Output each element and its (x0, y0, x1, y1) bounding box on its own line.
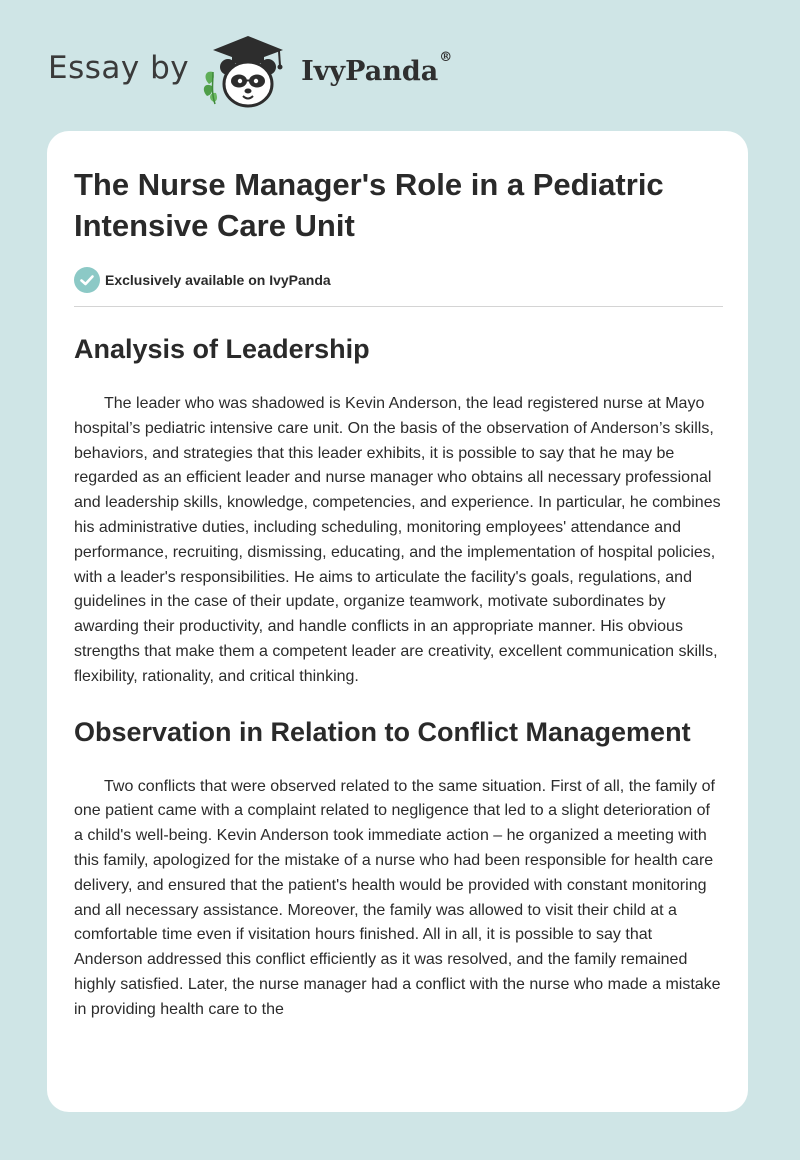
exclusive-badge (74, 267, 723, 293)
section-heading: Observation in Relation to Conflict Management (74, 716, 691, 747)
section-paragraph: The leader who was shadowed is Kevin Anderson, the lead registered nurse at Mayo hospital’s pediatric intensive care unit. On the basis of the observation of Anderson’s skills, behaviors, and strategies that this leader exhibits, it is possible to say that he may be regarded as an efficient leader and nurse manager who obtains all necessary professional and leadership skills, knowledge, competencies, and experience. In particular, he combines his administrative duties, including scheduling, monitoring employees' attendance and performance, recruiting, dismissing, educating, and the implementation of hospital policies, with a leader's responsibilities. He aims to articulate the facility's goals, regulations, and guidelines in the case of their update, organize teamwork, motivate subordinates by awarding their productivity, and handle conflicts in an appropriate manner. His obvious strengths that make them a competent leader are creativity, excellent communication skills, flexibility, rationality, and critical thinking. (74, 395, 721, 685)
exclusive-badge-text: Exclusively available on IvyPanda (105, 272, 331, 288)
section-paragraph: Two conflicts that were observed related to the same situation. First of all, the family of one patient came with a complaint related to negligence that led to a slight deterioration of a child's well-being. Kevin Anderson took immediate action – he organized a meeting with this family, apologized for the mistake of a nurse who had been responsible for health care delivery, and ensured that the patient's health would be provided with constant monitoring and all necessary assistance. Moreover, the family was allowed to visit their child at a comfortable time even if visitation hours finished. All in all, it is possible to say that Anderson addressed this conflict efficiently as it was resolved, and the family remained highly satisfied. Later, the nurse manager had a conflict with the nurse who made a mistake in providing health care to the (74, 777, 721, 1018)
site-brand[interactable] (48, 30, 452, 110)
brand-prefix: Essay by (48, 50, 190, 86)
registered-mark: ® (439, 49, 453, 65)
essay-content (74, 164, 723, 1023)
title-divider (74, 306, 723, 307)
check-circle-icon (74, 267, 100, 293)
essay-card (47, 131, 748, 1112)
essay-title: The Nurse Manager's Role in a Pediatric Intensive Care Unit (74, 167, 664, 243)
section-heading: Analysis of Leadership (74, 334, 370, 364)
panda-graduate-logo-icon (201, 30, 297, 110)
brand-name: IvyPanda® (301, 49, 453, 87)
